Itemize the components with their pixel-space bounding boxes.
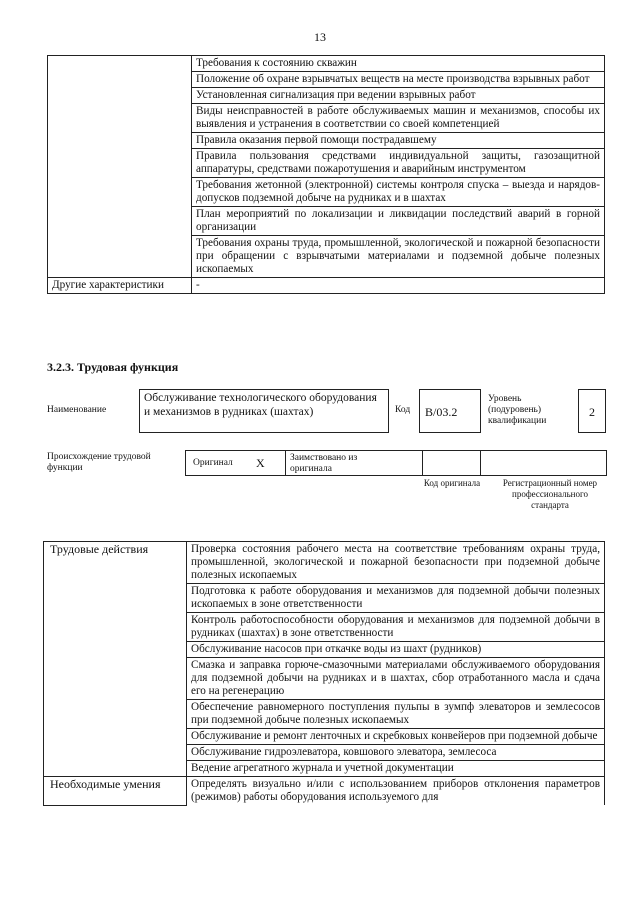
labor-actions-label: Трудовые действия	[44, 542, 187, 777]
labor-action-item: Контроль работоспособности оборудования и механизмов для подземной добычи в рудниках (шахтах) в зоне ответственности	[187, 613, 605, 642]
knowledge-item: Правила пользования средствами индивидуальной защиты, газозащитной аппаратуры, средствами пожаротушения и аварийным инструментом	[192, 149, 605, 178]
knowledge-label-cell	[48, 56, 192, 278]
name-label: Наименование	[47, 405, 107, 415]
labor-action-item: Ведение агрегатного журнала и учетной документации	[187, 761, 605, 777]
labor-action-item: Смазка и заправка горюче-смазочными материалами обслуживаемого оборудования для подземной добычи на рудниках и в шахтах, сбор отработанного масла и сдача его на регенерацию	[187, 658, 605, 700]
skill-item: Определять визуально и/или с использованием приборов отклонения параметров (режимов) работы оборудования используемого для	[187, 777, 605, 806]
required-skills-label: Необходимые умения	[44, 777, 187, 806]
knowledge-item: Установленная сигнализация при ведении взрывных работ	[192, 88, 605, 104]
knowledge-item: Положение об охране взрывчатых веществ на месте производства взрывных работ	[192, 72, 605, 88]
knowledge-item: Требования охраны труда, промышленной, экологической и пожарной безопасности при обращении с взрывчатыми материалами и подземной добыче полезных ископаемых	[192, 236, 605, 278]
function-name-value: Обслуживание технологического оборудования и механизмов в рудниках (шахтах)	[144, 392, 377, 418]
knowledge-item: Требования жетонной (электронной) системы контроля спуска – выезда и нарядов-допусков подземной добыче на рудниках и в шахтах	[192, 178, 605, 207]
table-row	[44, 542, 605, 584]
labor-actions-table	[43, 541, 605, 806]
original-code-caption: Код оригинала	[423, 478, 481, 488]
origin-label: Происхождение трудовой функции	[47, 452, 151, 473]
qualification-level-label: Уровень (подуровень) квалификации	[488, 394, 547, 426]
function-name-box	[139, 389, 389, 433]
original-label: Оригинал	[193, 458, 233, 468]
labor-action-item: Подготовка к работе оборудования и механизмов для подземной добычи полезных ископаемых в зоне ответственности	[187, 584, 605, 613]
origin-row	[185, 450, 607, 476]
page-number: 13	[314, 30, 326, 44]
section-title: 3.2.3. Трудовая функция	[47, 360, 179, 374]
knowledge-item: План мероприятий по локализации и ликвидации последствий аварий в горной организации	[192, 207, 605, 236]
labor-action-item: Проверка состояния рабочего места на соответствие требованиям охраны труда, промышленной, экологической и пожарной безопасности при подземной добыче полезных ископаемых	[187, 542, 605, 584]
knowledge-table	[47, 55, 605, 294]
qualification-level-value: 2	[589, 405, 595, 419]
cell-divider	[422, 451, 423, 475]
table-row	[44, 777, 605, 806]
labor-action-item: Обслуживание гидроэлеватора, ковшового элеватора, землесоса	[187, 745, 605, 761]
table-row	[48, 278, 605, 294]
table-row	[48, 56, 605, 72]
other-characteristics-value: -	[192, 278, 605, 294]
qualification-level-box	[578, 389, 606, 433]
cell-divider	[480, 451, 481, 475]
knowledge-item: Требования к состоянию скважин	[192, 56, 605, 72]
code-label: Код	[395, 405, 411, 415]
knowledge-item: Виды неисправностей в работе обслуживаемых машин и механизмов, способы их выявления и устранения в соответствии со своей компетенцией	[192, 104, 605, 133]
other-characteristics-label: Другие характеристики	[48, 278, 192, 294]
labor-action-item: Обслуживание насосов при откачке воды из шахт (рудников)	[187, 642, 605, 658]
borrowed-label: Заимствовано из оригинала	[290, 453, 358, 474]
labor-action-item: Обслуживание и ремонт ленточных и скребковых конвейеров при подземной добыче	[187, 729, 605, 745]
original-mark: X	[256, 456, 265, 470]
code-value: B/03.2	[425, 405, 458, 419]
code-value-box	[419, 389, 481, 433]
cell-divider	[285, 451, 286, 475]
knowledge-item: Правила оказания первой помощи пострадавшему	[192, 133, 605, 149]
labor-action-item: Обеспечение равномерного поступления пульпы в зумпф элеваторов и землесосов при подземной добыче полезных ископаемых	[187, 700, 605, 729]
registration-number-caption: Регистрационный номер профессионального стандарта	[502, 478, 598, 510]
